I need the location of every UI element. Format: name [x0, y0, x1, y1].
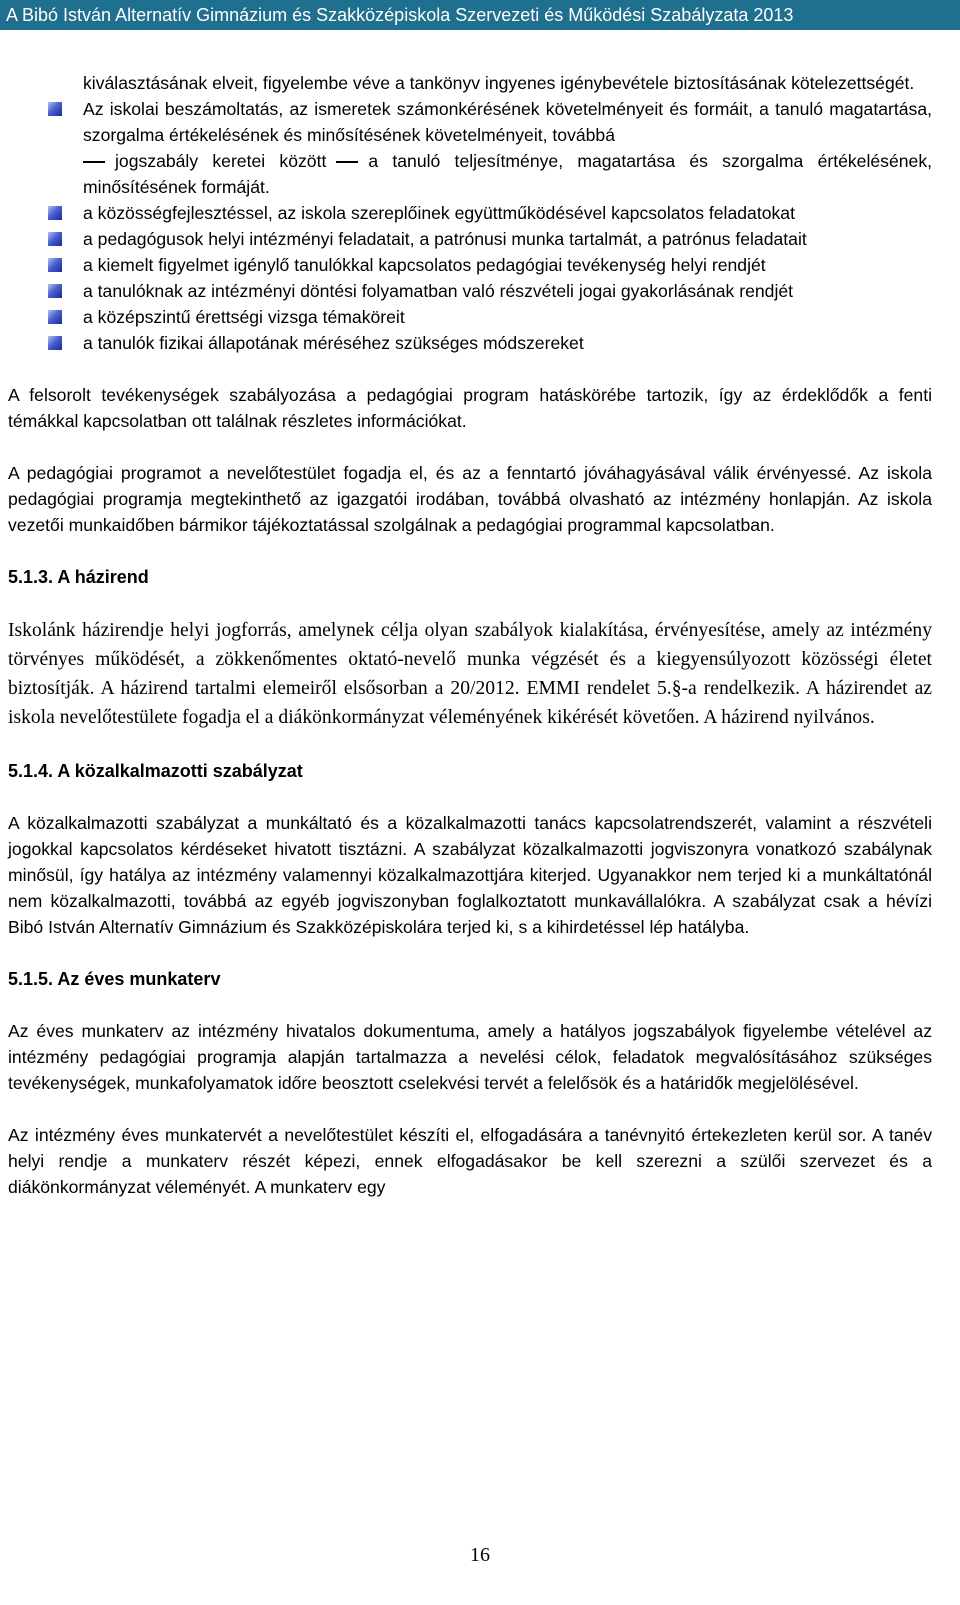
square-bullet-icon	[48, 258, 62, 272]
list-item-text: a kiemelt figyelmet igénylő tanulókkal kapcsolatos pedagógiai tevékenység helyi rendjét	[83, 255, 766, 275]
section-body-munkaterv-2: Az intézmény éves munkatervét a nevelőtestület készíti el, elfogadására a tanévnyitó értekezleten kerül sor. A tanév helyi rendje a munkaterv részét képezi, ennek elfogadásakor be kell szerezni a szülői szervezet és a diákönkormányzat véleményét. A munkaterv egy	[8, 1125, 932, 1197]
sub-item-part2: a tanuló teljesítménye, magatartása és szorgalma értékelésének, minősítésének formáját.	[83, 151, 933, 197]
sub-item-part1: jogszabály keretei között	[115, 151, 327, 171]
dash-icon	[83, 161, 105, 163]
list-item-text: Az iskolai beszámoltatás, az ismeretek számonkérésének követelményeit és formáit, a tanuló magatartása, szorgalma értékelésének és minősítésének követelményeit, továbbá	[83, 99, 932, 145]
page-number: 16	[470, 1544, 490, 1566]
section-body-hazirend: Iskolánk házirendje helyi jogforrás, amelynek célja olyan szabályok kialakítása, érvényesítése, amely az intézmény törvényes működését, a zökkenőmentes oktató-nevelő munka végzését és a kiegyensúlyozott közösségi életet biztosítják. A házirend tartalmi elemeiről elsősorban a 20/2012. EMMI rendelet 5.§-a rendelkezik. A házirendet az iskola nevelőtestülete fogadja el a diákönkormányzat véleményének kikérését követően. A házirend nyilvános.	[8, 620, 932, 728]
bullet-list-top	[8, 96, 932, 148]
list-item	[8, 96, 932, 148]
list-item	[8, 278, 932, 304]
section-body-kozalkalmazotti: A közalkalmazotti szabályzat a munkáltató és a közalkalmazotti tanács kapcsolatrendszerét, valamint a részvételi jogokkal kapcsolatos kérdéseket hivatott tisztázni. A szabályzat közalkalmazotti jogviszonyra vonatkozó szabálynak minősül, így hatálya az intézmény valamennyi közalkalmazottjára kiterjed. Ugyanakkor nem terjed ki a munkáltatónál nem közalkalmazotti, továbbá az egyéb jogviszonyban foglalkoztatott munkavállalókra. A szabályzat csak a hévízi Bibó István Alternatív Gimnázium és Szakközépiskolára terjed ki, s a kihirdetéssel lép hatályba.	[8, 813, 932, 937]
page-content	[8, 70, 932, 1200]
square-bullet-icon	[48, 206, 62, 220]
list-item	[8, 330, 932, 356]
list-item	[8, 200, 932, 226]
bullet-list-bottom	[8, 200, 932, 356]
section-heading-munkaterv: 5.1.5. Az éves munkaterv	[8, 969, 221, 989]
dash-icon	[336, 161, 358, 163]
list-item	[8, 226, 932, 252]
list-item-text: a középszintű érettségi vizsga témaköreit	[83, 307, 405, 327]
square-bullet-icon	[48, 336, 62, 350]
list-item-text: a tanulók fizikai állapotának méréséhez szükséges módszereket	[83, 333, 584, 353]
document-header	[0, 0, 960, 30]
square-bullet-icon	[48, 284, 62, 298]
header-title: A Bibó István Alternatív Gimnázium és Szakközépiskola Szervezeti és Működési Szabályzata 2013	[6, 5, 794, 25]
square-bullet-icon	[48, 232, 62, 246]
paragraph-program-scope: A felsorolt tevékenységek szabályozása a pedagógiai program hatáskörébe tartozik, így az érdeklődők a fenti témákkal kapcsolatban ott találnak részletes információkat.	[8, 385, 932, 431]
list-item	[8, 252, 932, 278]
section-heading-kozalkalmazotti: 5.1.4. A közalkalmazotti szabályzat	[8, 761, 303, 781]
square-bullet-icon	[48, 102, 62, 116]
continuation-text: kiválasztásának elveit, figyelembe véve a tankönyv ingyenes igénybevétele biztosításának kötelezettségét.	[83, 73, 915, 93]
square-bullet-icon	[48, 310, 62, 324]
list-item-text: a közösségfejlesztéssel, az iskola szereplőinek együttműködésével kapcsolatos feladatokat	[83, 203, 795, 223]
section-body-munkaterv-1: Az éves munkaterv az intézmény hivatalos dokumentuma, amely a hatályos jogszabályok figyelembe vételével az intézmény pedagógiai programja alapján tartalmazza a nevelési célok, feladatok megvalósításához szükséges tevékenységek, munkafolyamatok időre beosztott cselekvési tervét a felelősök és a határidők megjelölésével.	[8, 1021, 932, 1093]
section-heading-hazirend: 5.1.3. A házirend	[8, 567, 149, 587]
paragraph-program-approval: A pedagógiai programot a nevelőtestület fogadja el, és az a fenntartó jóváhagyásával válik érvényessé. Az iskola pedagógiai programja megtekinthető az igazgatói irodában, továbbá olvasható az intézmény honlapján. Az iskola vezetői munkaidőben bármikor tájékoztatással szolgálnak a pedagógiai programmal kapcsolatban.	[8, 463, 932, 535]
list-item-text: a pedagógusok helyi intézményi feladatait, a patrónusi munka tartalmát, a patrónus feladatait	[83, 229, 807, 249]
list-item	[8, 304, 932, 330]
list-item-text: a tanulóknak az intézményi döntési folyamatban való részvételi jogai gyakorlásának rendjét	[83, 281, 794, 301]
sub-item	[83, 148, 932, 200]
